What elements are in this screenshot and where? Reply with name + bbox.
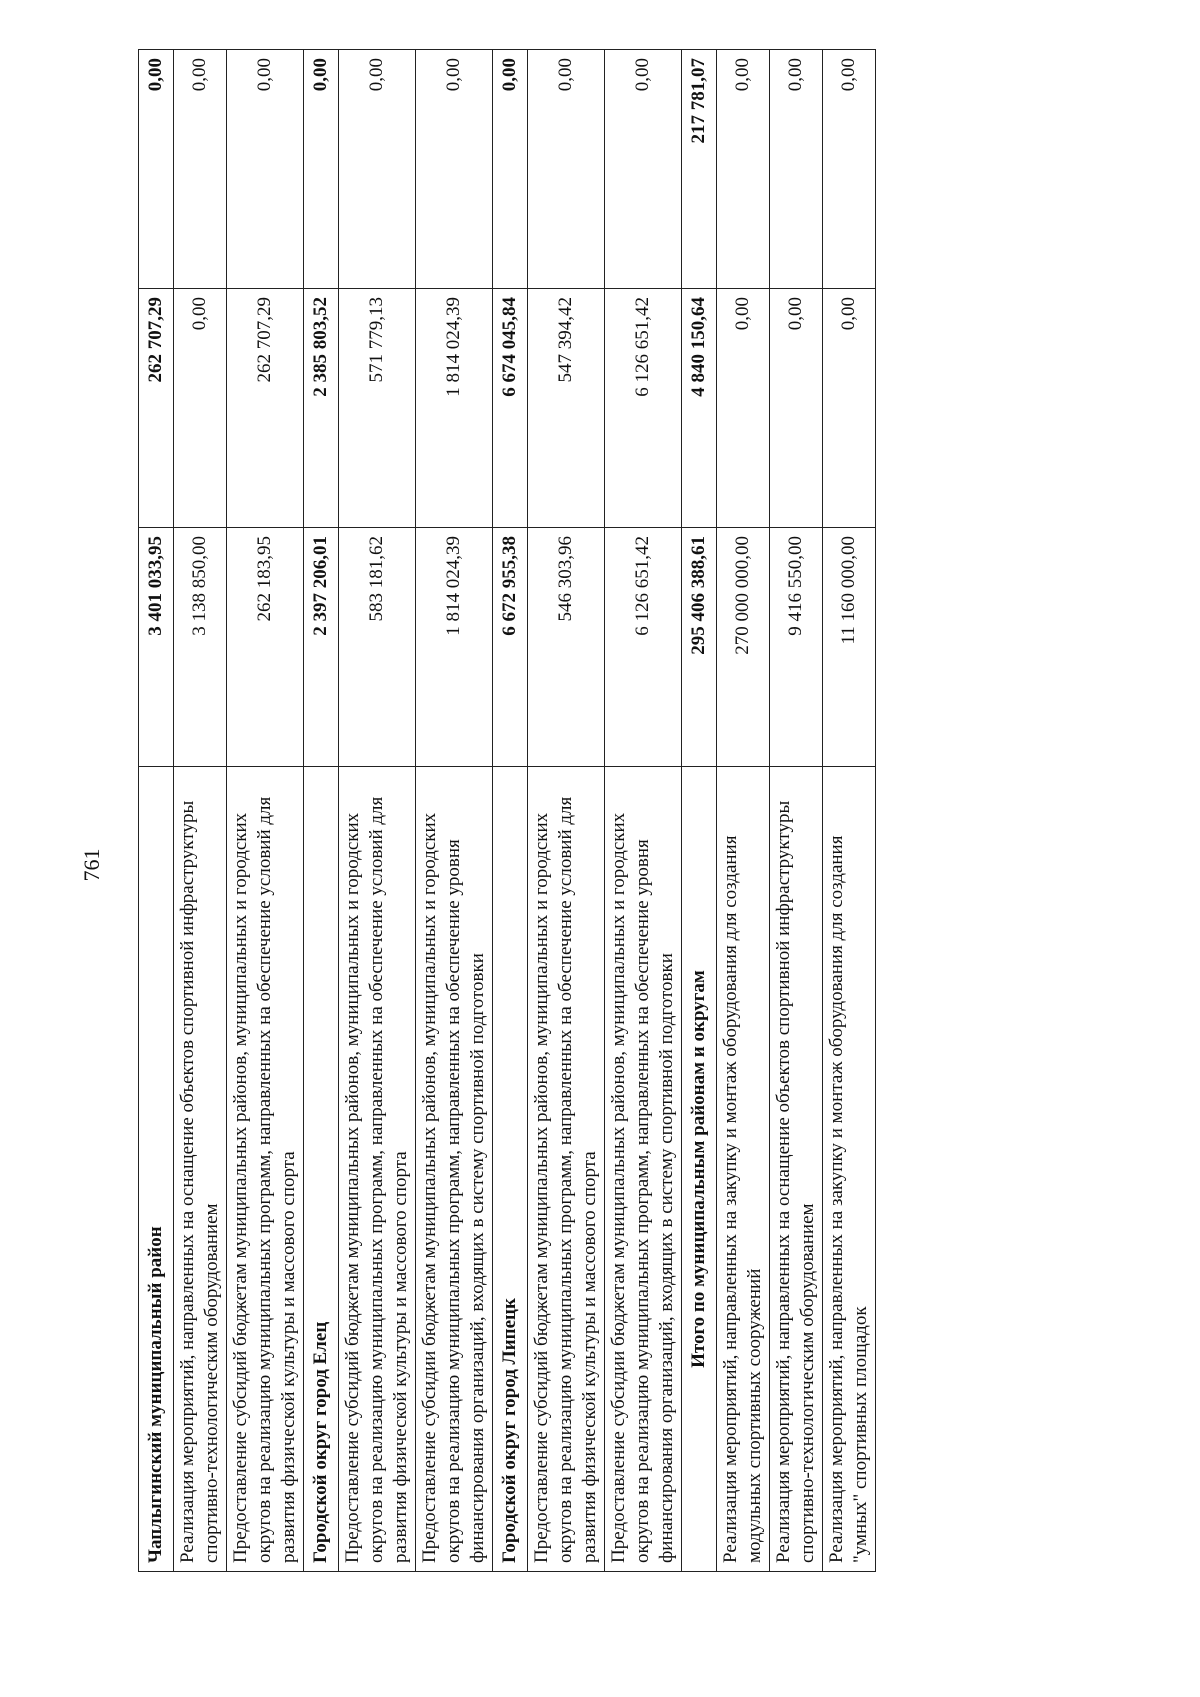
value-col-3: 0,00: [770, 50, 823, 289]
row-label: Реализация мероприятий, направленных на закупку и монтаж оборудования для создания "умных" спортивных площадок: [823, 767, 876, 1572]
value-col-3: 0,00: [304, 50, 339, 289]
table-row: [227, 50, 304, 1572]
row-label: Предоставление субсидии бюджетам муниципальных районов, муниципальных и городских округов на реализацию муниципальных программ, направленных на обеспечение уровня финансирования организаций, входящих в систему спортивной подготовки: [605, 767, 682, 1572]
table-row: [605, 50, 682, 1572]
table-row: [174, 50, 227, 1572]
table-row: [717, 50, 770, 1572]
value-col-3: 217 781,07: [682, 50, 717, 289]
rotated-table-container: [138, 58, 1062, 1572]
value-col-3: 0,00: [528, 50, 605, 289]
table-row: [416, 50, 493, 1572]
table-row: [823, 50, 876, 1572]
value-col-2: 571 779,13: [339, 289, 416, 528]
value-col-3: 0,00: [717, 50, 770, 289]
table-row: [528, 50, 605, 1572]
value-col-2: 0,00: [823, 289, 876, 528]
table-row: [770, 50, 823, 1572]
value-col-3: 0,00: [605, 50, 682, 289]
row-label: Предоставление субсидий бюджетам муниципальных районов, муниципальных и городских округов на реализацию муниципальных программ, направленных на обеспечение условий для развития физической культуры и массового спорта: [227, 767, 304, 1572]
total-label: Итого по муниципальным районам и округам: [682, 767, 717, 1572]
page-number: 761: [79, 848, 104, 882]
budget-table: [138, 49, 876, 1572]
value-col-2: 4 840 150,64: [682, 289, 717, 528]
value-col-1: 6 672 955,38: [493, 528, 528, 767]
value-col-1: 1 814 024,39: [416, 528, 493, 767]
table-row: [304, 50, 339, 1572]
table-row: [339, 50, 416, 1572]
value-col-1: 262 183,95: [227, 528, 304, 767]
row-label: Реализация мероприятий, направленных на оснащение объектов спортивной инфраструктуры спортивно-технологическим оборудованием: [174, 767, 227, 1572]
value-col-2: 6 674 045,84: [493, 289, 528, 528]
value-col-1: 295 406 388,61: [682, 528, 717, 767]
total-row: [682, 50, 717, 1572]
value-col-2: 1 814 024,39: [416, 289, 493, 528]
value-col-1: 270 000 000,00: [717, 528, 770, 767]
value-col-1: 11 160 000,00: [823, 528, 876, 767]
value-col-1: 583 181,62: [339, 528, 416, 767]
row-label: Городской округ город Липецк: [493, 767, 528, 1572]
value-col-3: 0,00: [416, 50, 493, 289]
value-col-3: 0,00: [174, 50, 227, 289]
value-col-3: 0,00: [339, 50, 416, 289]
row-label: Предоставление субсидии бюджетам муниципальных районов, муниципальных и городских округов на реализацию муниципальных программ, направленных на обеспечение уровня финансирования организаций, входящих в систему спортивной подготовки: [416, 767, 493, 1572]
value-col-3: 0,00: [227, 50, 304, 289]
value-col-2: 0,00: [174, 289, 227, 528]
value-col-2: 6 126 651,42: [605, 289, 682, 528]
row-label: Предоставление субсидий бюджетам муниципальных районов, муниципальных и городских округов на реализацию муниципальных программ, направленных на обеспечение условий для развития физической культуры и массового спорта: [339, 767, 416, 1572]
value-col-2: 0,00: [717, 289, 770, 528]
value-col-2: 262 707,29: [227, 289, 304, 528]
value-col-1: 546 303,96: [528, 528, 605, 767]
value-col-3: 0,00: [493, 50, 528, 289]
row-label: Предоставление субсидий бюджетам муниципальных районов, муниципальных и городских округов на реализацию муниципальных программ, направленных на обеспечение условий для развития физической культуры и массового спорта: [528, 767, 605, 1572]
row-label: Реализация мероприятий, направленных на оснащение объектов спортивной инфраструктуры спортивно-технологическим оборудованием: [770, 767, 823, 1572]
value-col-2: 0,00: [770, 289, 823, 528]
value-col-1: 6 126 651,42: [605, 528, 682, 767]
row-label: Городской округ город Елец: [304, 767, 339, 1572]
row-label: Чаплыгинский муниципальный район: [139, 767, 174, 1572]
value-col-3: 0,00: [139, 50, 174, 289]
table-row: [493, 50, 528, 1572]
value-col-1: 2 397 206,01: [304, 528, 339, 767]
value-col-1: 9 416 550,00: [770, 528, 823, 767]
value-col-1: 3 401 033,95: [139, 528, 174, 767]
row-label: Реализация мероприятий, направленных на закупку и монтаж оборудования для создания модульных спортивных сооружений: [717, 767, 770, 1572]
value-col-2: 547 394,42: [528, 289, 605, 528]
table-row: [139, 50, 174, 1572]
value-col-2: 2 385 803,52: [304, 289, 339, 528]
value-col-2: 262 707,29: [139, 289, 174, 528]
value-col-1: 3 138 850,00: [174, 528, 227, 767]
value-col-3: 0,00: [823, 50, 876, 289]
